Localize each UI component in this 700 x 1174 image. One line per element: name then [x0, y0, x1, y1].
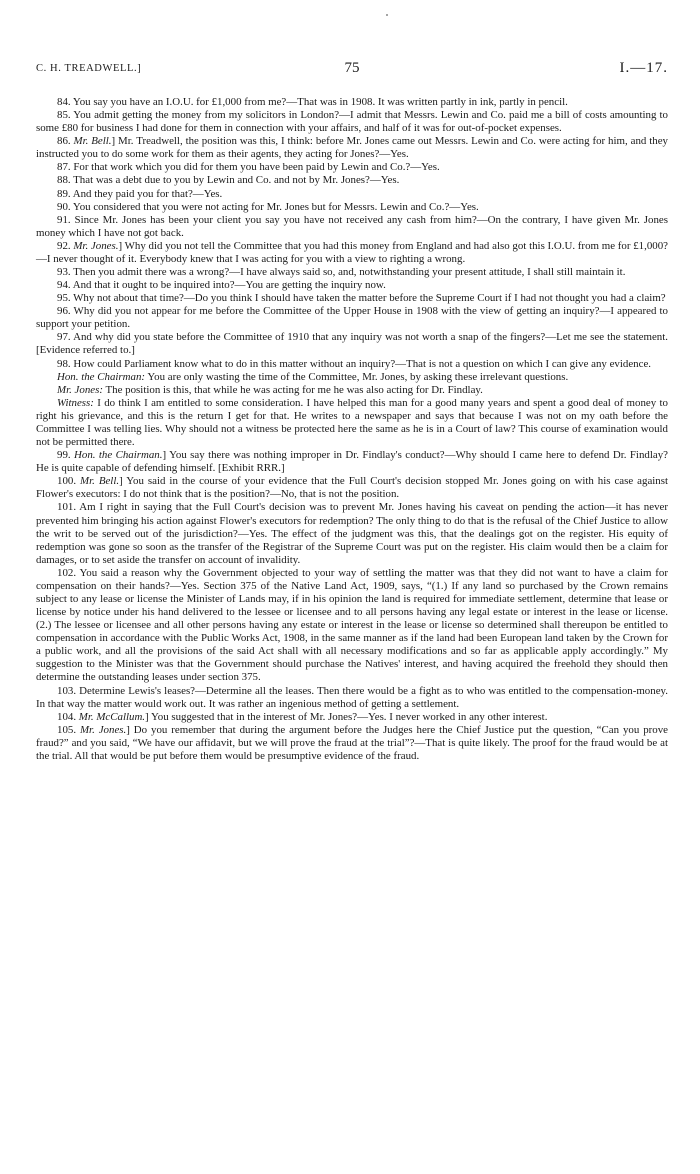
- paragraph-text: ] Do you remember that during the argument before the Judges here the Chief Justice put the question, “Can you prove fraud?” and you said, “We have our affidavit, but we will prove the fraud at the trial”?—That is quite likely. The proof for the fraud would be at the trial. All that would be put before them would be presumptive evidence of the fraud.: [36, 723, 668, 762]
- paragraph-text: 105.: [57, 723, 80, 736]
- paragraph-text: ] You said in the course of your evidence that the Full Court's decision stopped Mr. Jones going on with his case against Flower's executors: I do not think that is the position?—No, that is not the position.: [36, 475, 669, 501]
- paragraph-text: 91. Since Mr. Jones has been your client you say you have not received any cash from him?—On the contrary, I have given Mr. Jones money which I have not got back.: [36, 213, 668, 239]
- paragraph-text: 104.: [57, 710, 79, 723]
- speaker-name: Mr. Jones:: [57, 383, 103, 396]
- speaker-name: Mr. Jones.: [79, 723, 127, 736]
- evidence-paragraph: [36, 397, 668, 449]
- evidence-paragraph: [36, 305, 668, 331]
- evidence-paragraph: [36, 240, 668, 266]
- speaker-name: Hon. the Chairman.: [74, 449, 163, 462]
- evidence-paragraph: [36, 161, 668, 174]
- evidence-paragraph: [36, 724, 668, 763]
- evidence-paragraph: [36, 501, 668, 566]
- paragraph-text: 98. How could Parliament know what to do in this matter without an inquiry?—That is not a question on which I can give any evidence.: [57, 357, 652, 370]
- speck-mark: [386, 14, 388, 16]
- header-witness-name: C. H. TREADWELL.]: [36, 63, 142, 74]
- evidence-paragraph: [36, 188, 668, 201]
- paragraph-text: The position is this, that while he was acting for me he was also acting for Dr. Findlay.: [102, 383, 483, 396]
- evidence-paragraph: [36, 201, 668, 214]
- paragraph-text: 101. Am I right in saying that the Full Court's decision was to prevent Mr. Jones having his caveat on pending the action—it has never prevented him bringing his action against Flower's executors for redemption? The only thing to do that is the refusal of the Chief Justice to allow the writ to be served out of the jurisdiction?—Yes. The effect of the judgment was this, that the dealings got on the register. His equity of redemption was gone so soon as the transfer of the Registrar of the Supreme Court was put on the register. His claim would then be a claim for damages, or to set aside the transfer on account of invalidity.: [36, 501, 668, 566]
- evidence-paragraph: [36, 685, 668, 711]
- paragraph-text: 96. Why did you not appear for me before the Committee of the Upper House in 1908 with the view of getting an inquiry?—I appeared to support your petition.: [36, 305, 668, 331]
- evidence-paragraph: [36, 358, 668, 371]
- paragraph-text: 87. For that work which you did for them you have been paid by Lewin and Co.?—Yes.: [57, 161, 440, 174]
- page-number: 75: [344, 60, 360, 76]
- evidence-paragraph: [36, 567, 668, 685]
- paragraph-text: 85. You admit getting the money from my solicitors in London?—I admit that Messrs. Lewin and Co. paid me a bill of costs amounting to some £80 for business I had done for them in connection with your affairs, and half of it was for out-of-pocket expenses.: [36, 109, 668, 135]
- evidence-paragraph: [36, 135, 668, 161]
- paragraph-text: 95. Why not about that time?—Do you think I should have taken the matter before the Supreme Court if I had not thought you had a claim?: [57, 292, 666, 305]
- evidence-paragraph: [36, 279, 668, 292]
- paragraph-text: 84. You say you have an I.O.U. for £1,000 from me?—That was in 1908. It was written partly in ink, partly in pencil.: [57, 96, 568, 108]
- evidence-paragraph: [36, 371, 668, 384]
- paragraph-text: 97. And why did you state before the Committee of 1910 that any inquiry was not worth a snap of the fingers?—Let me see the statement. [Evidence referred to.]: [36, 331, 668, 357]
- evidence-paragraph: [36, 475, 668, 501]
- evidence-paragraph: [36, 331, 668, 357]
- paragraph-text: I do think I am entitled to some consideration. I have helped this man for a good many years and spent a good deal of money to right his grievance, and this is the return I get for that. He writes to a newspaper and says that because I was not on my oath before the Committee I was telling lies. Why should not a witness be protected here the same as he is in a Court of law? This course of examination would not be permitted there.: [36, 396, 668, 449]
- speaker-name: Mr. McCallum.: [78, 710, 146, 723]
- paragraph-text: 90. You considered that you were not acting for Mr. Jones but for Messrs. Lewin and Co.?—Yes.: [57, 200, 479, 213]
- evidence-body: [36, 96, 668, 763]
- speaker-name: Witness:: [57, 396, 94, 409]
- paragraph-text: 103. Determine Lewis's leases?—Determine all the leases. Then there would be a fight as to who was entitled to the compensation-money. In that way the matter would work out. It was rather an ingenious method of getting a settlement.: [36, 684, 668, 710]
- speaker-name: Hon. the Chairman:: [57, 370, 146, 383]
- evidence-paragraph: [36, 214, 668, 240]
- evidence-paragraph: [36, 292, 668, 305]
- evidence-paragraph: [36, 174, 668, 187]
- paragraph-text: 93. Then you admit there was a wrong?—I have always said so, and, notwithstanding your present attitude, I shall still maintain it.: [57, 266, 626, 279]
- evidence-paragraph: [36, 266, 668, 279]
- header-document-ref: I.—17.: [619, 60, 668, 76]
- paragraph-text: 89. And they paid you for that?—Yes.: [57, 187, 223, 200]
- speaker-name: Mr. Bell.: [73, 135, 112, 148]
- evidence-paragraph: [36, 449, 668, 475]
- evidence-paragraph: [36, 711, 668, 724]
- evidence-paragraph: [36, 384, 668, 397]
- speaker-name: Mr. Jones.: [73, 239, 119, 252]
- paragraph-text: ] Why did you not tell the Committee that you had this money from England and had also got this I.O.U. from me for £1,000?—I never thought of it. Everybody knew that I was acting for you with a view to righting a wrong.: [36, 239, 668, 265]
- paragraph-text: You are only wasting the time of the Committee, Mr. Jones, by asking these irrelevant questions.: [145, 370, 569, 383]
- paragraph-text: 102. You said a reason why the Government objected to your way of settling the matter was that they did not want to have a claim for compensation on their hands?—Yes. Section 375 of the Native Land Act, 1909, says, “(1.) If any land so purchased by the Crown remains subject to any lease or license the Minister of Lands may, if in his opinion the land is required for immediate settlement, determine that lease or license by notice under his hand delivered to the lessee or licensee and to all persons having any legal estate or interest in the lease or license. (2.) The lessee or licensee and all other persons having any estate or interest in the lease or license so determined shall thereupon be entitled to compensation in accordance with the Public Works Act, 1908, in the same manner as if the land had been European land taken by the Crown for a public work, and all the provisions of the said Act shall with all necessary modifications and so far as applicable apply accordingly.” My suggestion to the Minister was that the Government should purchase the Natives' interest, and having acquired the freehold they should then determine the outstanding leases under section 375.: [36, 566, 668, 684]
- page-header: [36, 62, 668, 80]
- paragraph-text: 94. And that it ought to be inquired into?—You are getting the inquiry now.: [57, 279, 386, 292]
- paragraph-text: ] You say there was nothing improper in Dr. Findlay's conduct?—Why should I came here to defend Dr. Findlay? He is quite capable of defending himself. [Exhibit RRR.]: [36, 449, 668, 475]
- paragraph-text: ] Mr. Treadwell, the position was this, I think: before Mr. Jones came out Messrs. Lewin and Co. were acting for him, and they instructed you to do some work for them as their agents, they acting for Jones?—Yes.: [36, 135, 668, 161]
- evidence-paragraph: [36, 96, 668, 109]
- paragraph-text: ] You suggested that in the interest of Mr. Jones?—Yes. I never worked in any other interest.: [145, 710, 548, 723]
- paragraph-text: 88. That was a debt due to you by Lewin and Co. and not by Mr. Jones?—Yes.: [57, 174, 400, 187]
- paragraph-text: 100.: [57, 475, 81, 488]
- paragraph-text: 86.: [57, 135, 74, 148]
- paragraph-text: 99.: [57, 449, 75, 462]
- paragraph-text: 92.: [57, 239, 74, 252]
- evidence-paragraph: [36, 109, 668, 135]
- speaker-name: Mr. Bell.: [80, 475, 120, 488]
